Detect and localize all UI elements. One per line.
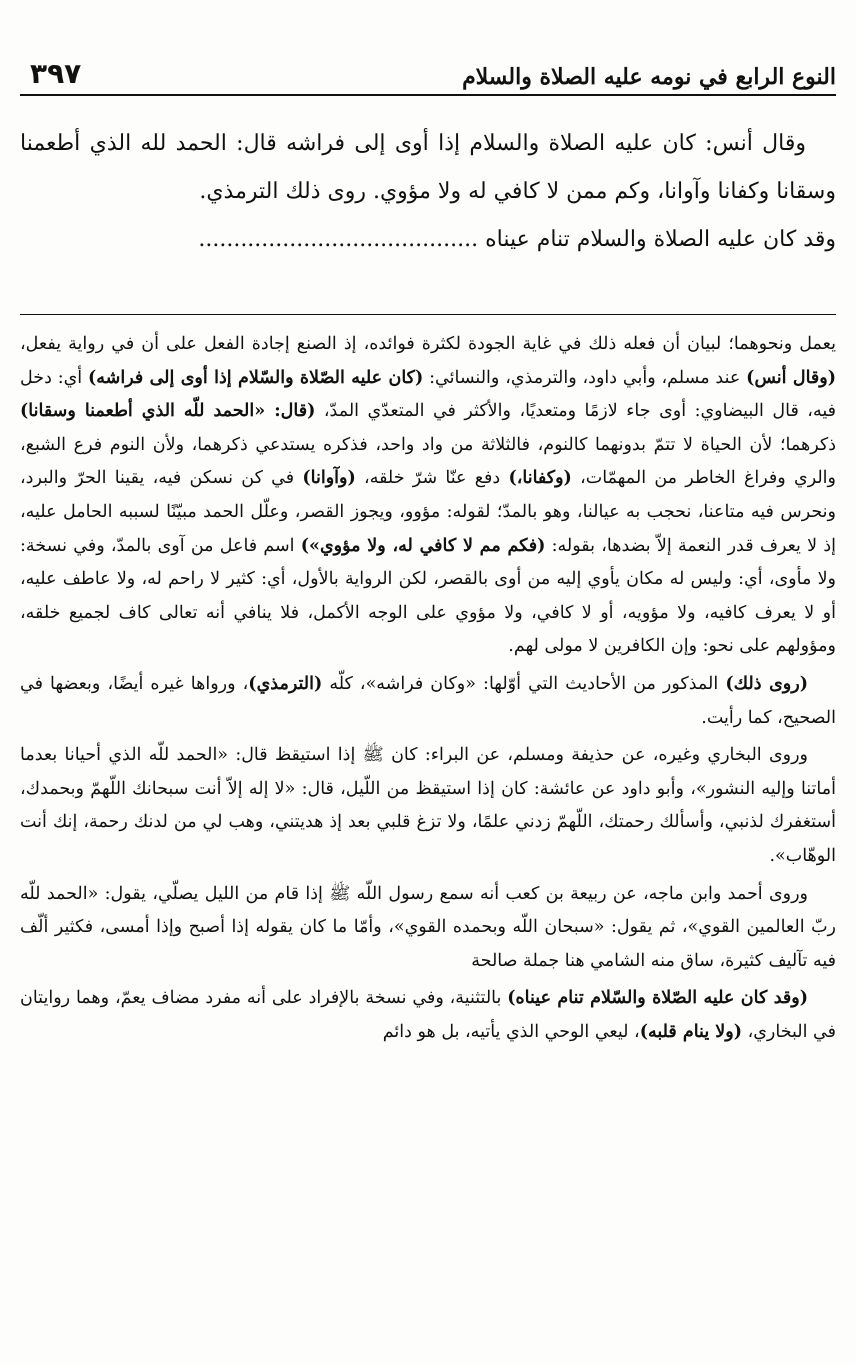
commentary-segment: بالتثنية، وفي نسخة بالإفراد على أنه مفرد مضاف يعمّ، وهما روايتان في البخاري، (20, 988, 836, 1042)
commentary-segment: اسم فاعل من آوى بالمدّ، وفي نسخة: ولا مأوى، أي: وليس له مكان يأوي إليه من أوى بالقصر، لكن الرواية بالأول، أي: كثير لا راحم له، ولا عاطف عليه، أو لا يعرف كافيه، ولا مؤويه، أو لا كافي، ولا مؤوي على الوجه الأكمل، فلا ينافي أنه تعالى كاف لجميع خلقه، ومؤولهم على نحو: وإن الكافرين لا مولى لهم. (20, 535, 836, 657)
commentary-paragraph: وروى أحمد وابن ماجه، عن ربيعة بن كعب أنه سمع رسول اللّه ﷺ إذا قام من الليل يصلّي، يقول: «الحمد للّه ربّ العالمين القوي»، ثم يقول: «سبحان اللّه وبحمده القوي»، وأمّا ما كان يقوله إذا أصبح وإذا أمسى، فكثير ألّف فيه تآليف كثيرة، ساق منه الشامي هنا جملة صالحة (20, 883, 836, 971)
commentary-segment: ذكرهما؛ لأن الحياة لا تتمّ بدونهما كالنوم، فالثلاثة من واد واحد، فذكره يستدعي ذكرهما، ولأن النوم فرع الشبع، والري وفراغ الخاطر من المهمّات، (20, 434, 836, 489)
commentary-segment: دفع عنّا شرّ خلقه، (355, 468, 509, 489)
main-text (20, 120, 836, 264)
page-header (20, 50, 836, 96)
quoted-text: (وقد كان عليه الصّلاة والسّلام تنام عيناه) (507, 988, 808, 1009)
quoted-text: (ولا ينام قلبه) (639, 1021, 743, 1042)
commentary-segment: ، ورواها غيره أيضًا، وبعضها في الصحيح، كما رأيت. (20, 673, 836, 728)
continuation-dots: ........................................ (198, 227, 479, 252)
main-text-last-line (20, 216, 836, 264)
quoted-text: (وكفانا،) (508, 468, 572, 489)
quoted-text: (وآوانا) (302, 468, 356, 489)
quoted-text: (وقال أنس) (746, 367, 837, 388)
commentary-segment: أي: دخل فيه، قال البيضاوي: أوى جاء لازمًا ومتعديًا، والأكثر في المتعدّي المدّ، (20, 367, 836, 422)
commentary-segment: في كن نسكن فيه، يقينا الحرّ والبرد، ونحرس فيه متاعنا، نحجب به عيالنا، وهو بالمدّ؛ لقوله: مؤوو، ويجوز القصر، وعلّل الحمد مبيّنًا لسببه الحامل عليه، إذ لا يعرف قدر النعمة إلاّ بضدها، بقوله: (20, 468, 837, 556)
main-text-paragraph: وقال أنس: كان عليه الصلاة والسلام إذا أوى إلى فراشه قال: الحمد لله الذي أطعمنا وسقانا وكفانا وآوانا، وكم ممن لا كافي له ولا مؤوي. روى ذلك الترمذي. (20, 131, 836, 204)
commentary-paragraph (20, 982, 836, 1049)
running-title: النوع الرابع في نومه عليه الصلاة والسلام (462, 64, 836, 90)
page-number: ٣٩٧ (30, 57, 82, 90)
commentary-paragraph (20, 668, 836, 735)
commentary-paragraph (20, 328, 836, 664)
commentary-text (20, 328, 836, 1053)
commentary-segment: عند مسلم، وأبي داود، والترمذي، والنسائي: (423, 367, 747, 388)
main-text-continuation: وقد كان عليه الصلاة والسلام تنام عيناه (485, 227, 836, 252)
commentary-segment: المذكور من الأحاديث التي أوّلها: «وكان فراشه»، كلّه (322, 673, 726, 694)
quoted-text: (كان عليه الصّلاة والسّلام إذا أوى إلى فراشه) (88, 367, 424, 388)
quoted-text: (الترمذي) (248, 673, 323, 694)
quoted-text: (فكم مم لا كافي له، ولا مؤوي») (300, 535, 546, 556)
commentary-paragraph: وروى البخاري وغيره، عن حذيفة ومسلم، عن البراء: كان ﷺ إذا استيقظ قال: «الحمد للّه الذي أحيانا بعدما أماتنا وإليه النشور»، وأبو داود عن عائشة: كان إذا استيقظ من اللّيل، قال: «لا إله إلاّ أنت سبحانك اللّهمّ وبحمدك، أستغفرك لذنبي، وأسألك رحمتك، اللّهمّ زدني علمًا، ولا تزغ قلبي بعد إذ هديتني، وهب لي من لدنك رحمة، إنك أنت الوهّاب». (20, 745, 836, 866)
commentary-segment: يعمل ونحوهما؛ لبيان أن فعله ذلك في غاية الجودة لكثرة فوائده، إذ الصنع إجادة الفعل على أن في رواية يفعل، (20, 334, 836, 354)
quoted-text: (روى ذلك) (725, 673, 808, 694)
quoted-text: (قال: «الحمد للّه الذي أطعمنا وسقانا) (20, 401, 316, 422)
commentary-segment: ، ليعي الوحي الذي يأتيه، بل هو دائم (382, 1021, 640, 1042)
separator-rule (20, 314, 836, 315)
